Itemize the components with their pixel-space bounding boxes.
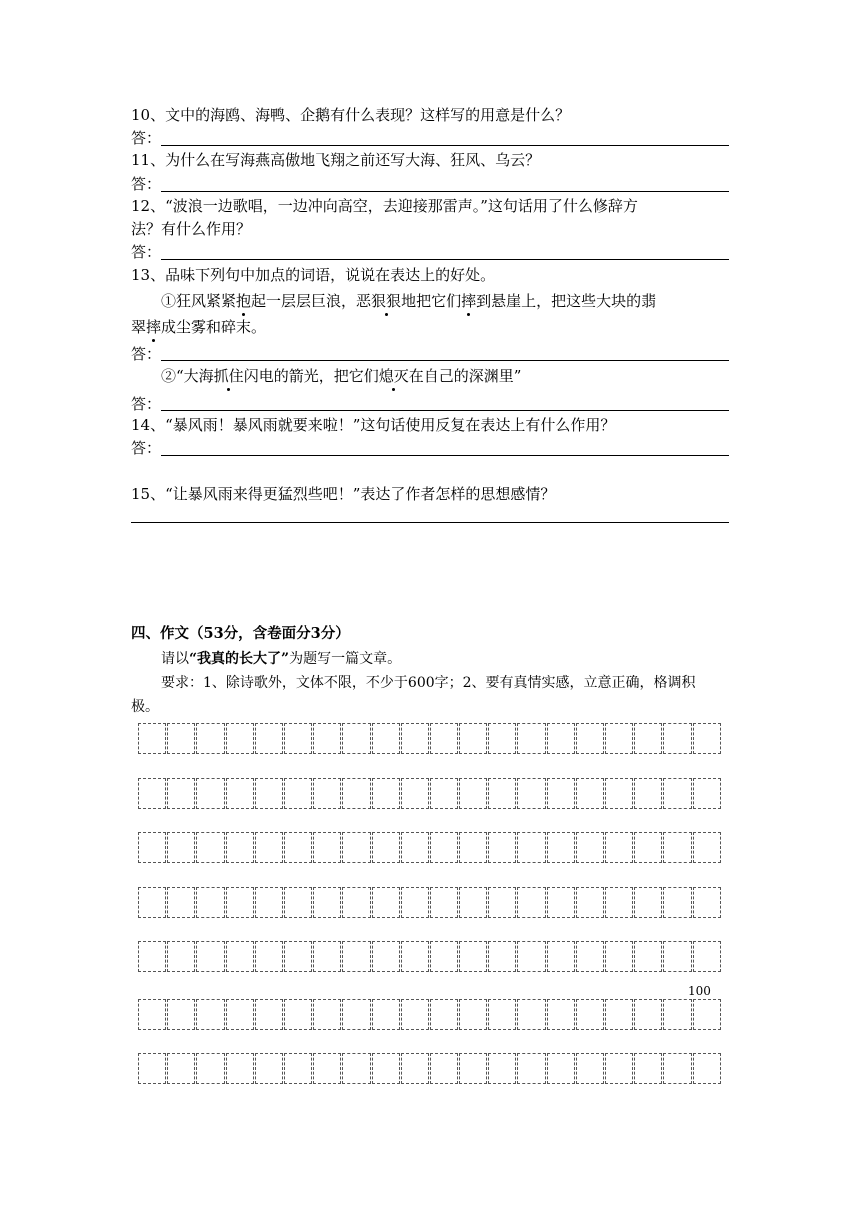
grid-cell[interactable]	[196, 999, 224, 1030]
grid-cell[interactable]	[430, 999, 458, 1030]
composition-prompt	[161, 649, 401, 669]
grid-row	[138, 1053, 722, 1084]
grid-cell[interactable]	[167, 778, 195, 809]
grid-cell[interactable]	[284, 887, 312, 918]
grid-cell[interactable]	[488, 941, 516, 972]
grid-cell[interactable]	[459, 887, 487, 918]
prompt-title: “我真的长大了”	[189, 651, 290, 667]
grid-cell[interactable]	[547, 832, 575, 863]
answer-line-13-1[interactable]	[161, 360, 729, 361]
grid-cell[interactable]	[401, 1053, 429, 1084]
grid-cell[interactable]	[605, 999, 633, 1030]
answer-label-10: 答：	[131, 129, 162, 147]
grid-cell[interactable]	[517, 778, 545, 809]
grid-cell[interactable]	[634, 999, 662, 1030]
question-13-item-1-line-1	[161, 291, 656, 311]
grid-cell[interactable]	[255, 778, 283, 809]
prompt-suffix: 为题写一篇文章。	[289, 651, 402, 667]
grid-cell[interactable]	[196, 778, 224, 809]
grid-cell[interactable]	[605, 723, 633, 754]
grid-cell[interactable]	[430, 887, 458, 918]
text-segment: ②“大海	[161, 367, 214, 385]
text-segment: 翠	[131, 318, 147, 336]
grid-cell[interactable]	[196, 887, 224, 918]
answer-line-11[interactable]	[161, 191, 729, 192]
question-13-item-2	[161, 366, 521, 386]
grid-cell[interactable]	[663, 1053, 691, 1084]
grid-cell[interactable]	[430, 832, 458, 863]
grid-cell[interactable]	[634, 887, 662, 918]
text-segment: 起一层层巨浪，恶	[251, 292, 372, 310]
grid-cell[interactable]	[693, 723, 721, 754]
grid-cell[interactable]	[255, 887, 283, 918]
grid-cell[interactable]	[430, 778, 458, 809]
grid-cell[interactable]	[605, 778, 633, 809]
grid-cell[interactable]	[634, 1053, 662, 1084]
grid-cell[interactable]	[226, 941, 254, 972]
grid-cell[interactable]	[459, 999, 487, 1030]
grid-cell[interactable]	[138, 941, 166, 972]
text-segment: 闪电的箭光，把它们	[243, 367, 379, 385]
grid-cell[interactable]	[459, 1053, 487, 1084]
grid-row	[138, 832, 722, 863]
question-10: 10、文中的海鸥、海鸭、企鹅有什么表现？这样写的用意是什么？	[131, 106, 571, 124]
dotted-word: 抱	[236, 292, 252, 310]
grid-cell[interactable]	[226, 778, 254, 809]
answer-line-13-2[interactable]	[161, 410, 729, 411]
grid-cell[interactable]	[313, 941, 341, 972]
grid-cell[interactable]	[576, 723, 604, 754]
dotted-word: 抓住	[213, 367, 244, 385]
grid-row	[138, 778, 722, 809]
grid-cell[interactable]	[663, 941, 691, 972]
dotted-word: 摔	[146, 318, 162, 336]
grid-cell[interactable]	[634, 723, 662, 754]
answer-label-12: 答：	[131, 243, 162, 261]
dotted-word: 狠狠	[371, 292, 402, 310]
grid-cell[interactable]	[517, 941, 545, 972]
grid-cell[interactable]	[255, 941, 283, 972]
grid-cell[interactable]	[547, 778, 575, 809]
grid-cell[interactable]	[138, 1053, 166, 1084]
grid-cell[interactable]	[401, 778, 429, 809]
grid-cell[interactable]	[488, 1053, 516, 1084]
grid-cell[interactable]	[167, 1053, 195, 1084]
grid-cell[interactable]	[167, 832, 195, 863]
grid-cell[interactable]	[313, 1053, 341, 1084]
grid-cell[interactable]	[313, 832, 341, 863]
grid-row	[138, 887, 722, 918]
grid-cell[interactable]	[342, 723, 370, 754]
grid-cell[interactable]	[226, 999, 254, 1030]
grid-cell[interactable]	[547, 887, 575, 918]
grid-cell[interactable]	[226, 723, 254, 754]
grid-cell[interactable]	[488, 778, 516, 809]
answer-line-14[interactable]	[161, 455, 729, 456]
grid-cell[interactable]	[284, 941, 312, 972]
grid-cell[interactable]	[459, 832, 487, 863]
grid-cell[interactable]	[284, 999, 312, 1030]
dotted-word: 熄灭	[378, 367, 409, 385]
grid-cell[interactable]	[430, 723, 458, 754]
grid-cell[interactable]	[196, 832, 224, 863]
grid-cell[interactable]	[342, 887, 370, 918]
composition-heading: 四、作文（53分，含卷面分3分）	[131, 625, 350, 642]
grid-cell[interactable]	[547, 1053, 575, 1084]
prompt-prefix: 请以	[161, 651, 189, 667]
grid-cell[interactable]	[313, 999, 341, 1030]
answer-label-11: 答：	[131, 175, 162, 193]
grid-cell[interactable]	[196, 723, 224, 754]
grid-row	[138, 723, 722, 754]
composition-requirements-line-1: 要求：1、除诗歌外，文体不限，不少于600字；2、要有真情实感，立意正确，格调积	[161, 675, 696, 691]
grid-cell[interactable]	[576, 941, 604, 972]
grid-cell[interactable]	[342, 1053, 370, 1084]
grid-cell[interactable]	[313, 887, 341, 918]
grid-cell[interactable]	[372, 999, 400, 1030]
text-segment: 到悬崖上，把这些大块的翡	[476, 292, 657, 310]
grid-cell[interactable]	[576, 832, 604, 863]
question-11: 11、为什么在写海燕高傲地飞翔之前还写大海、狂风、乌云？	[131, 151, 541, 169]
grid-cell[interactable]	[693, 1053, 721, 1084]
grid-cell[interactable]	[547, 999, 575, 1030]
answer-line-12[interactable]	[161, 259, 729, 260]
grid-cell[interactable]	[167, 941, 195, 972]
question-14: 14、“暴风雨！暴风雨就要来啦！”这句话使用反复在表达上有什么作用？	[131, 416, 616, 434]
grid-row	[138, 941, 722, 972]
grid-cell[interactable]	[488, 999, 516, 1030]
question-13: 13、品味下列句中加点的词语，说说在表达上的好处。	[131, 266, 496, 284]
grid-cell[interactable]	[605, 832, 633, 863]
text-segment: 在自己的深渊里”	[408, 367, 522, 385]
grid-cell[interactable]	[693, 941, 721, 972]
grid-cell[interactable]	[576, 887, 604, 918]
grid-cell[interactable]	[284, 1053, 312, 1084]
grid-cell[interactable]	[313, 723, 341, 754]
question-15: 15、“让暴风雨来得更猛烈些吧！”表达了作者怎样的思想感情？	[131, 485, 556, 503]
grid-cell[interactable]	[138, 832, 166, 863]
grid-cell[interactable]	[576, 1053, 604, 1084]
grid-cell[interactable]	[634, 832, 662, 863]
grid-cell[interactable]	[372, 778, 400, 809]
grid-cell[interactable]	[517, 1053, 545, 1084]
question-12-line-1: 12、“波浪一边歌唱，一边冲向高空，去迎接那雷声。”这句话用了什么修辞方	[131, 197, 638, 215]
grid-cell[interactable]	[401, 999, 429, 1030]
grid-cell[interactable]	[342, 999, 370, 1030]
grid-cell[interactable]	[255, 1053, 283, 1084]
grid-cell[interactable]	[255, 832, 283, 863]
answer-label-14: 答：	[131, 439, 162, 457]
grid-cell[interactable]	[517, 999, 545, 1030]
answer-label-13-2: 答：	[131, 395, 162, 413]
grid-cell[interactable]	[663, 887, 691, 918]
grid-row	[138, 999, 722, 1030]
word-count-marker: 100	[688, 984, 711, 998]
grid-cell[interactable]	[138, 887, 166, 918]
grid-cell[interactable]	[430, 941, 458, 972]
text-segment: 成尘雾和碎末。	[161, 318, 267, 336]
grid-cell[interactable]	[693, 832, 721, 863]
grid-cell[interactable]	[517, 887, 545, 918]
question-13-item-1-line-2	[131, 317, 266, 337]
grid-cell[interactable]	[167, 723, 195, 754]
grid-cell[interactable]	[663, 723, 691, 754]
grid-cell[interactable]	[459, 941, 487, 972]
grid-cell[interactable]	[196, 941, 224, 972]
grid-cell[interactable]	[663, 999, 691, 1030]
grid-cell[interactable]	[342, 778, 370, 809]
grid-cell[interactable]	[196, 1053, 224, 1084]
grid-cell[interactable]	[372, 887, 400, 918]
grid-cell[interactable]	[401, 723, 429, 754]
grid-cell[interactable]	[138, 723, 166, 754]
grid-cell[interactable]	[226, 887, 254, 918]
grid-cell[interactable]	[138, 999, 166, 1030]
answer-label-13-1: 答：	[131, 345, 162, 363]
grid-cell[interactable]	[488, 832, 516, 863]
grid-cell[interactable]	[401, 832, 429, 863]
grid-cell[interactable]	[284, 832, 312, 863]
grid-cell[interactable]	[576, 778, 604, 809]
answer-line-15[interactable]	[131, 522, 729, 523]
grid-cell[interactable]	[401, 941, 429, 972]
grid-cell[interactable]	[605, 941, 633, 972]
grid-cell[interactable]	[372, 1053, 400, 1084]
grid-cell[interactable]	[663, 778, 691, 809]
grid-cell[interactable]	[576, 999, 604, 1030]
grid-cell[interactable]	[693, 999, 721, 1030]
grid-cell[interactable]	[226, 832, 254, 863]
grid-cell[interactable]	[167, 999, 195, 1030]
grid-cell[interactable]	[284, 778, 312, 809]
dotted-word: 摔	[461, 292, 477, 310]
grid-cell[interactable]	[547, 723, 575, 754]
grid-cell[interactable]	[342, 941, 370, 972]
grid-cell[interactable]	[634, 941, 662, 972]
grid-cell[interactable]	[372, 941, 400, 972]
grid-cell[interactable]	[226, 1053, 254, 1084]
answer-line-10[interactable]	[161, 145, 729, 146]
grid-cell[interactable]	[284, 723, 312, 754]
grid-cell[interactable]	[488, 723, 516, 754]
text-segment: ①狂风紧紧	[161, 292, 237, 310]
grid-cell[interactable]	[372, 832, 400, 863]
grid-cell[interactable]	[693, 887, 721, 918]
grid-cell[interactable]	[488, 887, 516, 918]
grid-cell[interactable]	[517, 723, 545, 754]
grid-cell[interactable]	[605, 887, 633, 918]
grid-cell[interactable]	[401, 887, 429, 918]
grid-cell[interactable]	[605, 1053, 633, 1084]
grid-cell[interactable]	[138, 778, 166, 809]
grid-cell[interactable]	[255, 723, 283, 754]
grid-cell[interactable]	[547, 941, 575, 972]
grid-cell[interactable]	[430, 1053, 458, 1084]
text-segment: 地把它们	[401, 292, 462, 310]
grid-cell[interactable]	[693, 778, 721, 809]
composition-requirements-line-2: 极。	[131, 699, 159, 715]
grid-cell[interactable]	[342, 832, 370, 863]
grid-cell[interactable]	[663, 832, 691, 863]
grid-cell[interactable]	[459, 778, 487, 809]
grid-cell[interactable]	[372, 723, 400, 754]
grid-cell[interactable]	[459, 723, 487, 754]
grid-cell[interactable]	[634, 778, 662, 809]
grid-cell[interactable]	[313, 778, 341, 809]
grid-cell[interactable]	[517, 832, 545, 863]
question-12-line-2: 法？有什么作用？	[131, 220, 252, 238]
grid-cell[interactable]	[255, 999, 283, 1030]
grid-cell[interactable]	[167, 887, 195, 918]
